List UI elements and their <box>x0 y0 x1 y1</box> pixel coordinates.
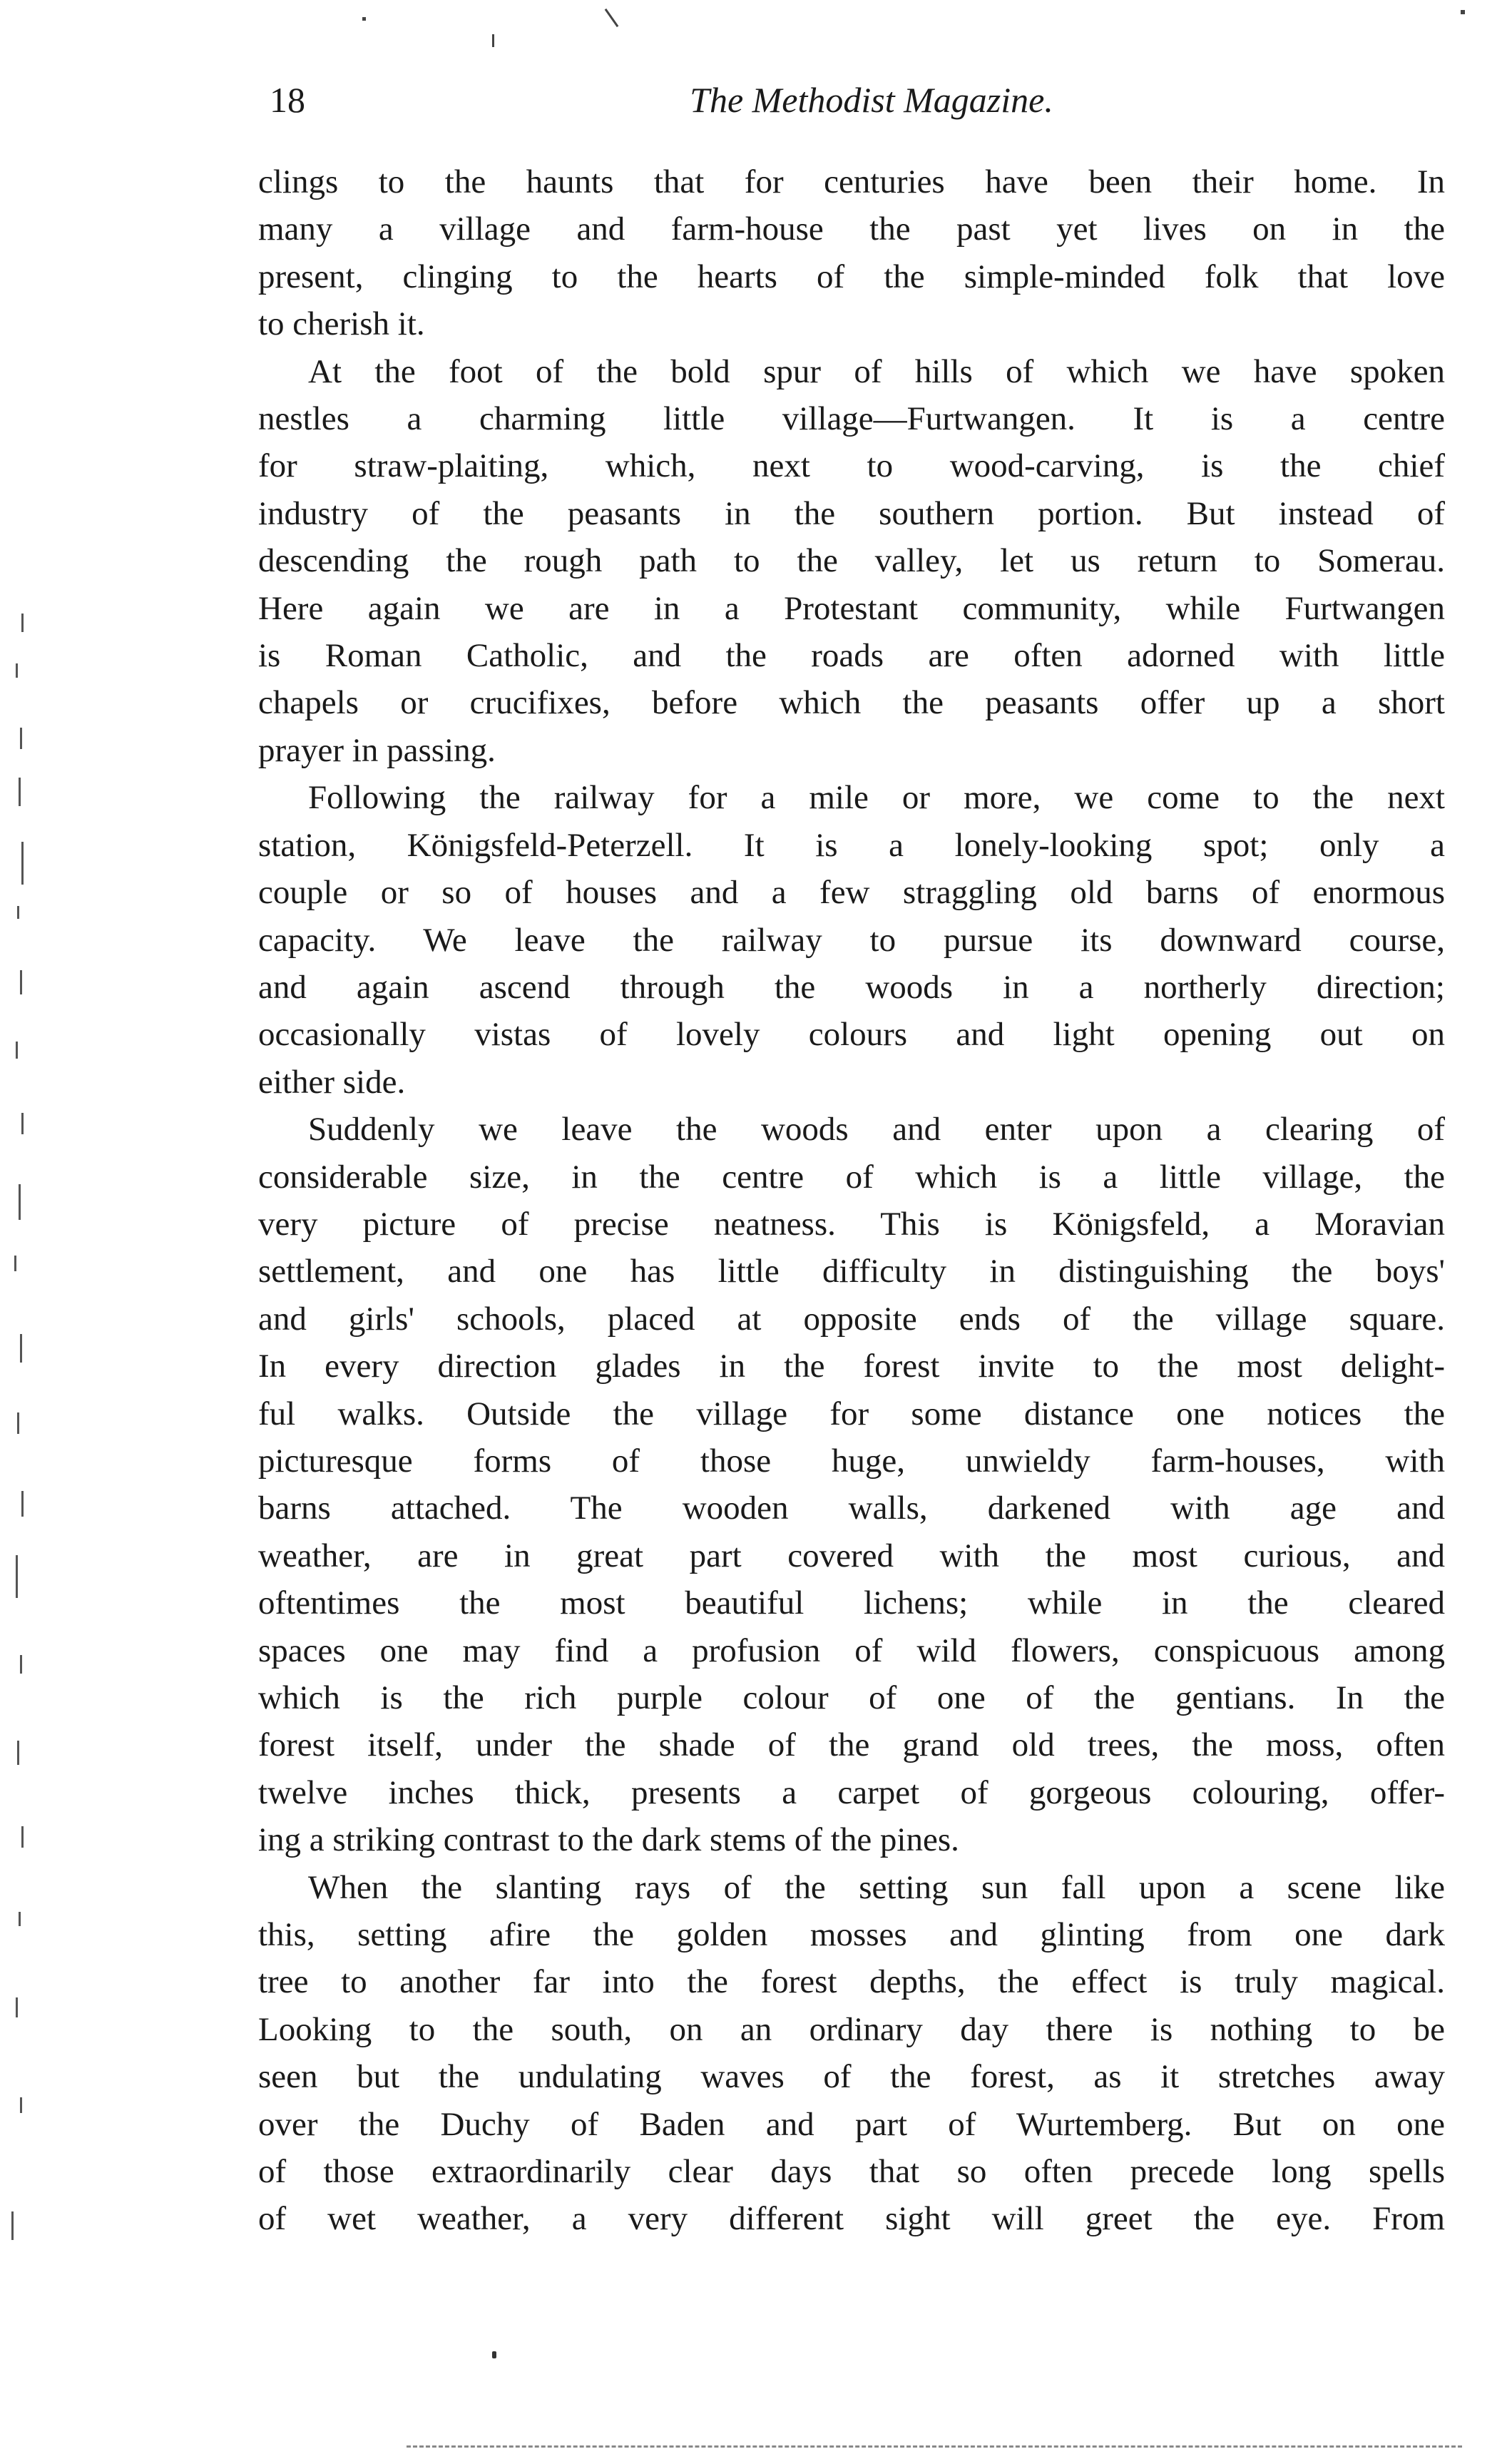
text-line: of wet weather, a very different sight will greet the eye. From <box>258 2200 1445 2238</box>
text-line: and again ascend through the woods in a northerly direction; <box>258 968 1445 1006</box>
text-line: Following the railway for a mile or more, we come to the next <box>308 779 1445 817</box>
journal-title: The Methodist Magazine. <box>690 80 1053 120</box>
text-line: industry of the peasants in the southern portion. But instead of <box>258 494 1445 532</box>
text-line: settlement, and one has little difficulty in distinguishing the boys' <box>258 1253 1445 1290</box>
text-line: seen but the undulating waves of the forest, as it stretches away <box>258 2058 1445 2096</box>
text-line: to cherish it. <box>258 305 425 343</box>
body-text <box>258 158 1445 2243</box>
text-line: prayer in passing. <box>258 731 496 769</box>
text-line: chapels or crucifixes, before which the peasants offer up a short <box>258 684 1445 722</box>
text-line: station, Königsfeld-Peterzell. It is a lonely-looking spot; only a <box>258 826 1445 864</box>
text-line: picturesque forms of those huge, unwieldy farm-houses, with <box>258 1442 1445 1480</box>
running-head <box>270 71 1445 128</box>
text-line: In every direction glades in the forest invite to the most delight- <box>258 1348 1445 1385</box>
stray-ink-dot <box>492 2351 496 2358</box>
text-line: over the Duchy of Baden and part of Wurtemberg. But on one <box>258 2105 1445 2143</box>
text-line: Looking to the south, on an ordinary day there is nothing to be <box>258 2010 1445 2048</box>
text-line: present, clinging to the hearts of the simple-minded folk that love <box>258 258 1445 295</box>
text-line: considerable size, in the centre of which is a little village, the <box>258 1158 1445 1196</box>
text-line: of those extraordinarily clear days that so often precede long spells <box>258 2153 1445 2191</box>
text-line: weather, are in great part covered with the most curious, and <box>258 1537 1445 1574</box>
text-line: oftentimes the most beautiful lichens; while in the cleared <box>258 1584 1445 1622</box>
bottom-edge-rule <box>407 2445 1462 2448</box>
text-line: many a village and farm-house the past yet lives on in the <box>258 210 1445 248</box>
page-number: 18 <box>270 80 305 120</box>
text-line: is Roman Catholic, and the roads are often adorned with little <box>258 637 1445 675</box>
text-line: and girls' schools, placed at opposite ends of the village square. <box>258 1300 1445 1338</box>
text-line: occasionally vistas of lovely colours and light opening out on <box>258 1016 1445 1054</box>
text-line: barns attached. The wooden walls, darkened with age and <box>258 1490 1445 1527</box>
text-line: descending the rough path to the valley, let us return to Somerau. <box>258 542 1445 580</box>
text-line: When the slanting rays of the setting sun fall upon a scene like <box>308 1868 1445 1906</box>
text-line: couple or so of houses and a few straggling old barns of enormous <box>258 874 1445 912</box>
text-line: for straw-plaiting, which, next to wood-carving, is the chief <box>258 447 1445 485</box>
text-line: this, setting afire the golden mosses and glinting from one dark <box>258 1916 1445 1954</box>
text-line: Suddenly we leave the woods and enter upon a clearing of <box>308 1111 1445 1149</box>
text-line: forest itself, under the shade of the grand old trees, the moss, often <box>258 1726 1445 1764</box>
text-line: twelve inches thick, presents a carpet of gorgeous colouring, offer- <box>258 1773 1445 1811</box>
gutter-scan-marks <box>0 571 50 2354</box>
text-line: tree to another far into the forest depths, the effect is truly magical. <box>258 1963 1445 2001</box>
text-line: which is the rich purple colour of one of the gentians. In the <box>258 1679 1445 1716</box>
text-line: ing a striking contrast to the dark stems of the pines. <box>258 1821 959 1859</box>
text-line: At the foot of the bold spur of hills of which we have spoken <box>308 352 1445 390</box>
text-line: nestles a charming little village—Furtwangen. It is a centre <box>258 400 1445 438</box>
text-line: capacity. We leave the railway to pursue its downward course, <box>258 921 1445 959</box>
text-line: either side. <box>258 1063 406 1101</box>
text-line: very picture of precise neatness. This is Königsfeld, a Moravian <box>258 1205 1445 1243</box>
text-line: ful walks. Outside the village for some distance one notices the <box>258 1395 1445 1432</box>
text-line: spaces one may find a profusion of wild flowers, conspicuous among <box>258 1631 1445 1669</box>
text-line: Here again we are in a Protestant community, while Furtwangen <box>258 589 1445 627</box>
text-line: clings to the haunts that for centuries have been their home. In <box>258 163 1445 200</box>
